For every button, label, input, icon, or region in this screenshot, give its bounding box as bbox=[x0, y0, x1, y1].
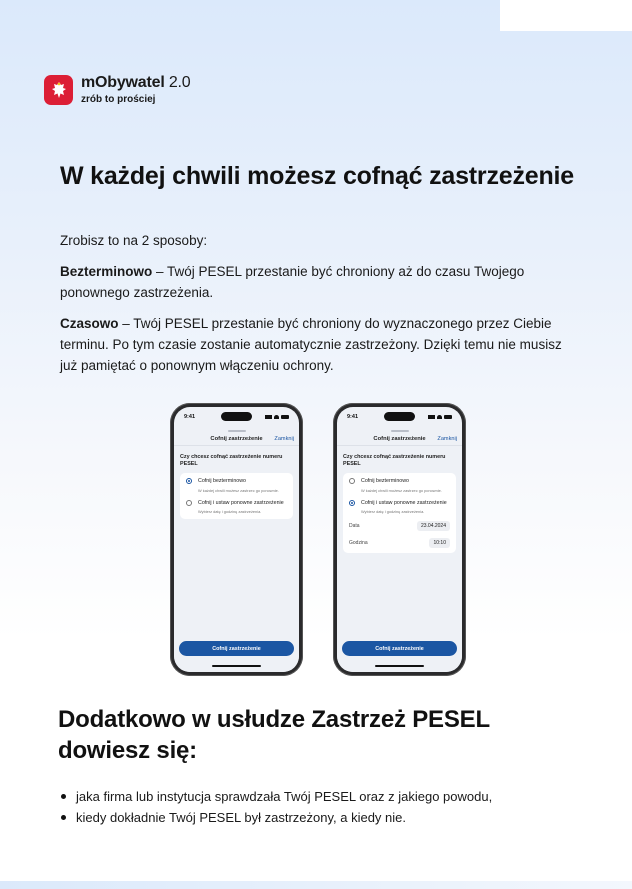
close-button[interactable]: Zamknij bbox=[274, 435, 294, 442]
option-label: Cofnij i ustaw ponowne zastrzeżenie bbox=[361, 499, 447, 506]
phone-mockup-temporary bbox=[333, 403, 466, 676]
info-bullets bbox=[60, 786, 600, 828]
sheet-question: Czy chcesz cofnąć zastrzeżenie numeru PESEL bbox=[180, 454, 283, 467]
status-time: 9:41 bbox=[184, 414, 196, 420]
mobywatel-logo bbox=[44, 75, 190, 105]
home-indicator bbox=[375, 665, 424, 667]
intro-section bbox=[60, 230, 580, 386]
option-temporary[interactable] bbox=[186, 500, 287, 515]
radio-selected-icon[interactable] bbox=[349, 500, 355, 506]
option-hint: W każdej chwili możesz zastrzec go ponownie. bbox=[361, 487, 442, 493]
phone-mockup-indefinite bbox=[170, 403, 303, 676]
status-bar bbox=[347, 413, 452, 421]
revoke-button[interactable]: Cofnij zastrzeżenie bbox=[179, 641, 294, 656]
sheet-question: Czy chcesz cofnąć zastrzeżenie numeru PESEL bbox=[343, 454, 446, 467]
options-card bbox=[180, 473, 293, 519]
battery-icon bbox=[281, 415, 289, 419]
list-item: kiedy dokładnie Twój PESEL był zastrzeżony, a kiedy nie. bbox=[60, 807, 600, 828]
brand-tagline: zrób to prościej bbox=[81, 94, 156, 105]
option-label: Cofnij bezterminowo bbox=[198, 478, 246, 484]
bottom-sheet bbox=[337, 427, 462, 672]
bottom-sheet bbox=[174, 427, 299, 672]
radio-unselected-icon[interactable] bbox=[349, 478, 355, 484]
date-label: Data bbox=[349, 523, 360, 529]
sheet-title: Cofnij zastrzeżenie bbox=[373, 435, 426, 442]
time-label: Godzina bbox=[349, 540, 368, 546]
home-indicator bbox=[212, 665, 261, 667]
option-indefinite[interactable] bbox=[349, 478, 450, 493]
wifi-icon bbox=[274, 415, 279, 419]
status-time: 9:41 bbox=[347, 414, 359, 420]
eagle-emblem-icon bbox=[44, 75, 73, 105]
intro-lead: Zrobisz to na 2 sposoby: bbox=[60, 233, 208, 248]
corner-tab bbox=[500, 0, 632, 31]
option-hint: W każdej chwili możesz zastrzec go ponownie. bbox=[198, 487, 279, 493]
way-temporary: Czasowo – Twój PESEL przestanie być chroniony do wyznaczonego przez Ciebie terminu. Po tym czasie zostanie automatycznie zastrzeżony. Dzięki temu nie musisz już pamiętać o ponownym włączeniu ochrony. bbox=[60, 316, 562, 373]
option-label: Cofnij i ustaw ponowne zastrzeżenie bbox=[198, 499, 284, 506]
signal-icon bbox=[428, 415, 435, 419]
way-indefinite: Bezterminowo – Twój PESEL przestanie być chroniony aż do czasu Twojego ponownego zastrzeżenia. bbox=[60, 264, 525, 300]
radio-unselected-icon[interactable] bbox=[186, 500, 192, 506]
date-picker[interactable]: 23.04.2024 bbox=[417, 521, 450, 531]
battery-icon bbox=[444, 415, 452, 419]
revoke-button[interactable]: Cofnij zastrzeżenie bbox=[342, 641, 457, 656]
option-hint: Wybierz datę i godzinę zastrzeżenia. bbox=[198, 509, 262, 514]
date-field bbox=[349, 521, 450, 531]
close-button[interactable]: Zamknij bbox=[437, 435, 457, 442]
brand-name: mObywatel 2.0 bbox=[81, 74, 191, 91]
option-hint: Wybierz datę i godzinę zastrzeżenia. bbox=[361, 509, 425, 514]
options-card bbox=[343, 473, 456, 553]
sheet-title: Cofnij zastrzeżenie bbox=[210, 435, 263, 442]
section-title: Dodatkowo w usłudze Zastrzeż PESEL dowiesz się: bbox=[58, 706, 490, 764]
option-indefinite[interactable] bbox=[186, 478, 287, 493]
phone-screen bbox=[337, 407, 462, 672]
option-label: Cofnij bezterminowo bbox=[361, 478, 409, 484]
option-temporary[interactable] bbox=[349, 500, 450, 515]
signal-icon bbox=[265, 415, 272, 419]
time-picker[interactable]: 10:10 bbox=[429, 538, 450, 548]
time-field bbox=[349, 538, 450, 548]
list-item: jaka firma lub instytucja sprawdzała Twój PESEL oraz z jakiego powodu, bbox=[60, 786, 600, 807]
wifi-icon bbox=[437, 415, 442, 419]
radio-selected-icon[interactable] bbox=[186, 478, 192, 484]
status-bar bbox=[184, 413, 289, 421]
page-title: W każdej chwili możesz cofnąć zastrzeżenie bbox=[60, 162, 574, 190]
phone-screen bbox=[174, 407, 299, 672]
bottom-band bbox=[0, 881, 632, 889]
